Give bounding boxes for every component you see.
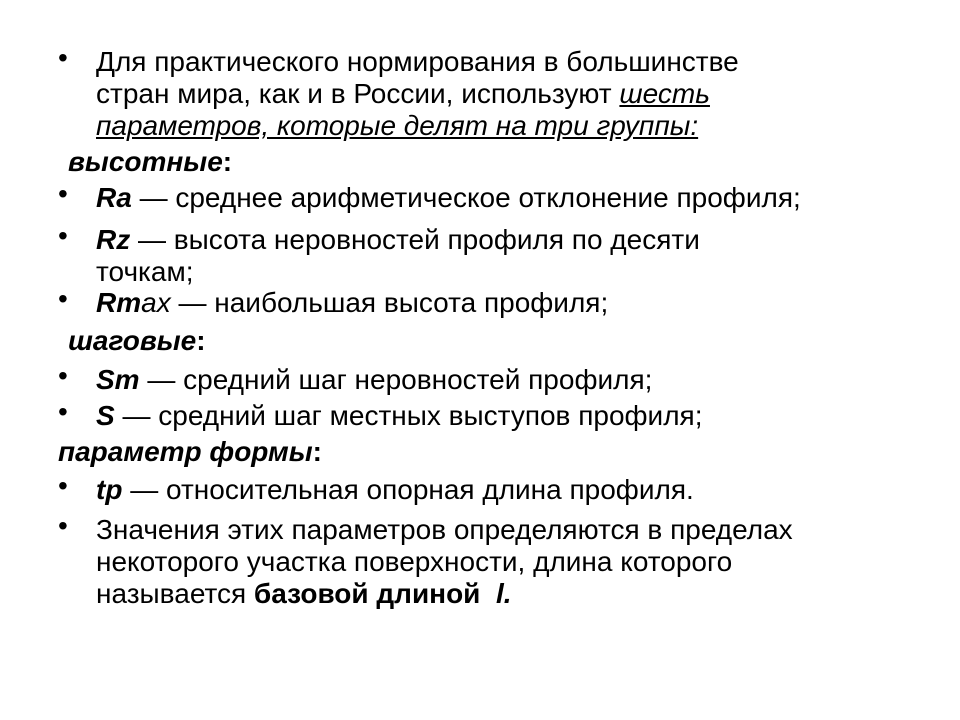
param-symbol: Sm — [96, 364, 140, 395]
param-symbol-tail: ax — [141, 287, 171, 318]
param-description: — наибольшая высота профиля; — [170, 287, 609, 318]
group-heading-height: высотные: — [68, 146, 233, 177]
bullet-dot: • — [58, 283, 68, 314]
conclusion-line-2: некоторого участка поверхности, длина которого — [96, 546, 733, 577]
param-symbol: Ra — [96, 182, 132, 213]
intro-line-1: Для практического нормирования в большинстве — [96, 46, 739, 77]
intro-line-3: параметров, которые делят на три группы: — [96, 110, 699, 141]
bullet-dot: • — [58, 360, 68, 391]
bullet-dot: • — [58, 510, 68, 541]
param-description: — среднее арифметическое отклонение профиля; — [131, 182, 801, 213]
param-tp — [96, 474, 926, 506]
param-description: — относительная опорная длина профиля. — [122, 474, 694, 505]
param-description: — высота неровностей профиля по десяти — [130, 224, 700, 255]
conclusion-text — [96, 514, 926, 610]
bullet-dot: • — [58, 220, 68, 251]
param-rz — [96, 224, 926, 288]
param-symbol: S — [96, 400, 115, 431]
param-symbol: Rm — [96, 287, 142, 318]
param-description: — средний шаг местных выступов профиля; — [114, 400, 703, 431]
param-rmax — [96, 287, 926, 319]
bullet-dot: • — [58, 178, 68, 209]
group-heading-form: параметр формы: — [58, 436, 322, 467]
bullet-dot: • — [58, 470, 68, 501]
param-description-cont: точкам; — [96, 256, 194, 287]
param-s — [96, 400, 926, 432]
param-ra — [96, 182, 926, 214]
group-heading-step: шаговые: — [68, 325, 206, 356]
bullet-dot: • — [58, 42, 68, 73]
param-sm — [96, 364, 926, 396]
param-description: — средний шаг неровностей профиля; — [139, 364, 653, 395]
conclusion-line-1: Значения этих параметров определяются в пределах — [96, 514, 793, 545]
conclusion-line-3: называется базовой длиной l. — [96, 578, 512, 609]
bullet-dot: • — [58, 396, 68, 427]
conclusion-term: базовой длиной — [253, 578, 481, 609]
intro-text — [96, 46, 926, 142]
param-symbol: Rz — [96, 224, 131, 255]
param-symbol: tp — [96, 474, 123, 505]
intro-line-2: стран мира, как и в России, используют шесть — [96, 78, 710, 109]
intro-emphasis: шесть — [619, 78, 710, 109]
conclusion-symbol: l. — [495, 578, 512, 609]
